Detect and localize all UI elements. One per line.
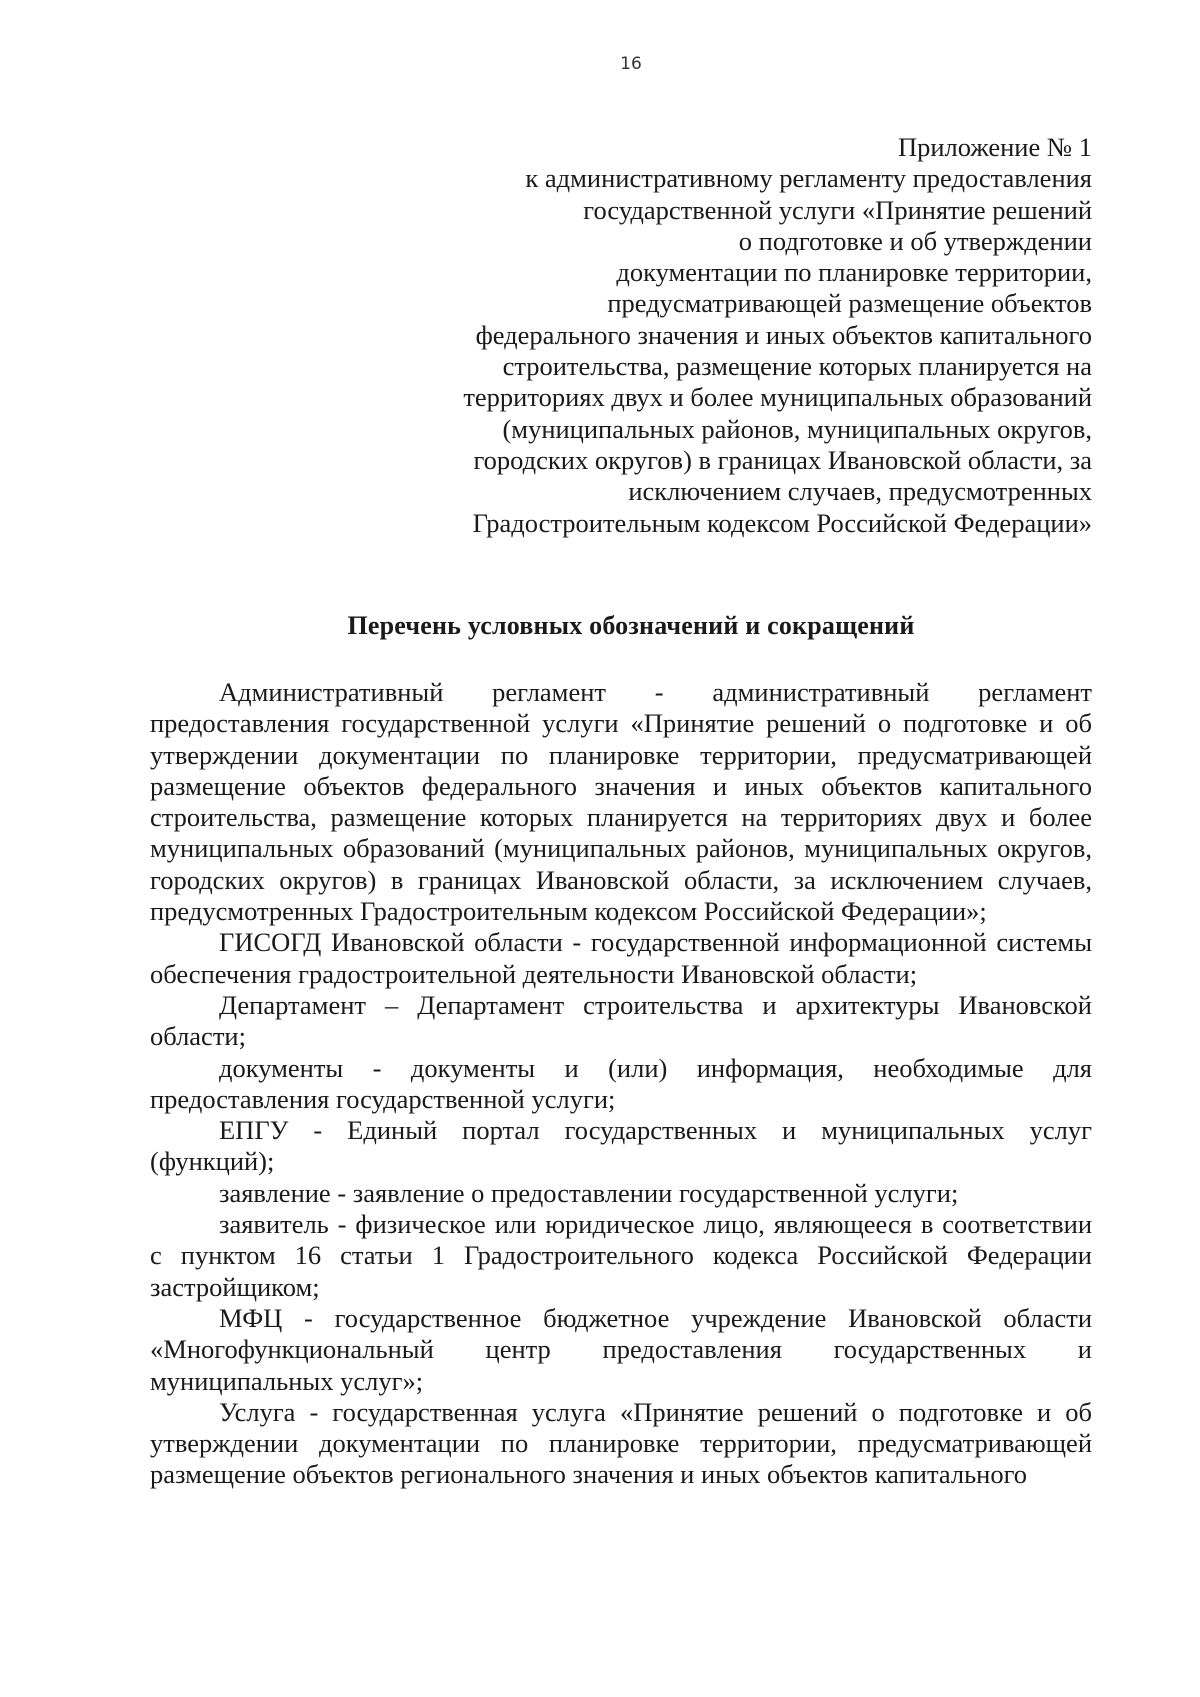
appendix-line: к административному регламенту предоставления	[525, 163, 1092, 194]
section-heading: Перечень условных обозначений и сокращений	[347, 611, 915, 640]
definition-entry: МФЦ - государственное бюджетное учреждение Ивановской области «Многофункциональный центр предоставления государственных и муниципальных услуг»;	[150, 1302, 1092, 1396]
definition-entry: ГИСОГД Ивановской области - государственной информационной системы обеспечения градостроительной деятельности Ивановской области;	[150, 927, 1092, 989]
definition-entry: документы - документы и (или) информация, необходимые для предоставления государственной услуги;	[150, 1052, 1092, 1114]
appendix-line: Приложение № 1	[897, 132, 1092, 162]
definition-entry: Департамент – Департамент строительства и архитектуры Ивановской области;	[150, 989, 1092, 1052]
definition-entry: Услуга - государственная услуга «Принятие решений о подготовке и об утверждении документации по планировке территории, предусматривающей размещение объектов регионального значения и иных объектов капитального	[150, 1396, 1092, 1490]
appendix-line: предусматривающей размещение объектов	[607, 288, 1092, 319]
appendix-line: городских округов) в границах Ивановской области, за	[473, 444, 1092, 475]
appendix-line: территориях двух и более муниципальных образований	[463, 382, 1092, 413]
appendix-reference-block	[392, 132, 1092, 539]
appendix-line: государственной услуги «Принятие решений	[583, 194, 1092, 225]
appendix-line: исключением случаев, предусмотренных	[628, 476, 1092, 507]
appendix-line: о подготовке и об утверждении	[738, 225, 1092, 256]
appendix-line: документации по планировке территории,	[616, 257, 1092, 288]
definition-entry: заявитель - физическое или юридическое лицо, являющееся в соответствии с пунктом 16 статьи 1 Градостроительного кодекса Российской Федерации застройщиком;	[150, 1209, 1092, 1302]
page-number: 16	[620, 54, 642, 74]
definition-entry: Административный регламент - административный регламент предоставления государственной услуги «Принятие решений о подготовке и об утверждении документации по планировке территории, предусматривающей размещение объектов федерального значения и иных объектов капитального строительства, размещение которых планируется на территориях двух и более муниципальных образований (муниципальных районов, муниципальных округов, городских округов) в границах Ивановской области, за исключением случаев, предусмотренных Градостроительным кодексом Российской Федерации»;	[150, 677, 1092, 927]
appendix-line: строительства, размещение которых планируется на	[502, 351, 1092, 382]
appendix-line: (муниципальных районов, муниципальных округов,	[502, 413, 1092, 444]
definition-entry: заявление - заявление о предоставлении государственной услуги;	[219, 1177, 959, 1208]
appendix-line: Градостроительным кодексом Российской Федерации»	[472, 507, 1092, 538]
definition-entry: ЕПГУ - Единый портал государственных и муниципальных услуг (функций);	[150, 1115, 1092, 1177]
appendix-line: федерального значения и иных объектов капитального	[475, 319, 1092, 350]
definitions-list	[150, 677, 1092, 1491]
